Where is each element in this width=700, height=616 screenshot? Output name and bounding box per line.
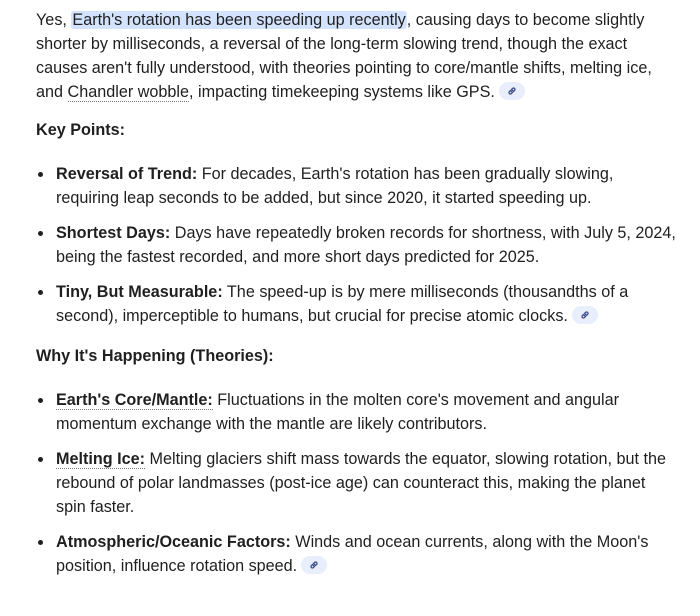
- item-text: The speed-up is by mere milliseconds (thousandths of a second), imperceptible to humans, but crucial for precise atomic clocks.: [56, 283, 629, 325]
- key-points-heading: Key Points:: [36, 121, 126, 139]
- list-item: [36, 280, 676, 328]
- list-item: [36, 530, 676, 578]
- item-term: Reversal of Trend:: [56, 165, 198, 183]
- theories-heading: Why It's Happening (Theories):: [36, 347, 274, 365]
- link-icon: [507, 86, 517, 96]
- item-term-link[interactable]: Melting Ice:: [56, 450, 146, 468]
- link-icon: [580, 310, 590, 320]
- intro-paragraph: [36, 8, 676, 104]
- highlighted-claim[interactable]: Earth's rotation has been speeding up recently: [72, 11, 406, 29]
- intro-middle: , causing days to become slightly shorter by milliseconds, a reversal of the long-term slowing trend, though the exact causes aren't fully understood, with theories pointing to core/mantle shifts, melting ice, and: [36, 11, 652, 101]
- theories-list: [36, 388, 676, 578]
- intro-lead: Yes,: [36, 11, 72, 29]
- list-item: [36, 162, 676, 210]
- item-text: Melting glaciers shift mass towards the equator, slowing rotation, but the rebound of polar landmasses (post-ice age) can counteract this, making the planet spin faster.: [56, 450, 667, 516]
- list-item: [36, 388, 676, 436]
- list-item: [36, 447, 676, 519]
- source-link-chip[interactable]: [572, 306, 598, 324]
- key-points-list: [36, 162, 676, 328]
- list-item: [36, 221, 676, 269]
- item-text: Fluctuations in the molten core's movement and angular momentum exchange with the mantle are likely contributors.: [56, 391, 619, 433]
- source-link-chip[interactable]: [301, 556, 327, 574]
- item-text: For decades, Earth's rotation has been gradually slowing, requiring leap seconds to be added, but since 2020, it started speeding up.: [56, 165, 614, 207]
- item-text: Winds and ocean currents, along with the Moon's position, influence rotation speed.: [56, 533, 649, 575]
- intro-tail: , impacting timekeeping systems like GPS.: [189, 83, 495, 101]
- chandler-wobble-link[interactable]: Chandler wobble: [67, 83, 190, 101]
- item-term: Tiny, But Measurable:: [56, 283, 223, 301]
- link-icon: [309, 560, 319, 570]
- item-term: Shortest Days:: [56, 224, 171, 242]
- response-content: [36, 8, 676, 589]
- item-term: Atmospheric/Oceanic Factors:: [56, 533, 291, 551]
- item-term-link[interactable]: Earth's Core/Mantle:: [56, 391, 213, 409]
- source-link-chip[interactable]: [499, 82, 525, 100]
- item-text: Days have repeatedly broken records for shortness, with July 5, 2024, being the fastest recorded, and more short days predicted for 2025.: [56, 224, 676, 266]
